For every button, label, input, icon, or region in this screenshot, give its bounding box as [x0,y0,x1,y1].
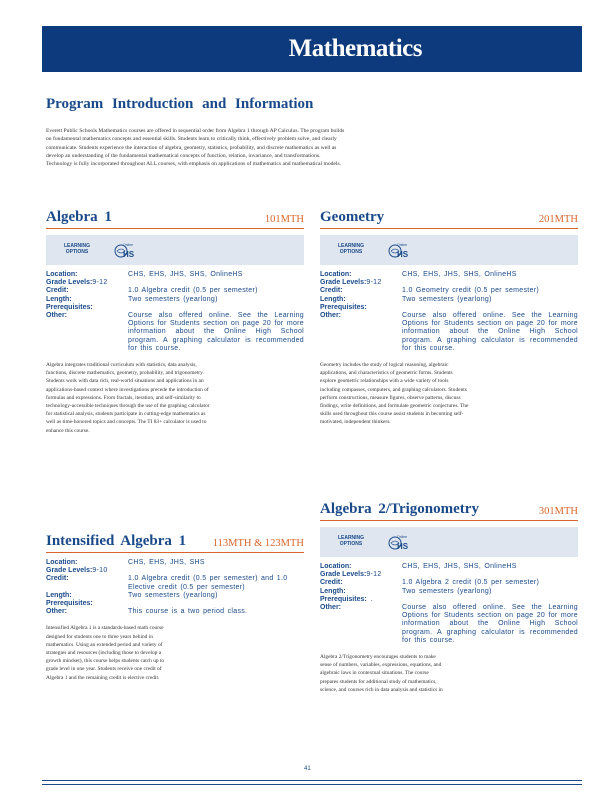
course-description: Geometry includes the study of logical reasoning, algebraic applications, and characteristics of geometric forms. Students explore geometric relationships with a wide variety of tools including compasses, computers, and graphing calculators. Students perform constructions, measure figures, observe patterns, discuss findings, write definitions, and formulate geometric conjectures. The skills used throughout this course assist students in becoming self-motivated, independent thinkers. [320,362,469,426]
online-hs-logo-icon [388,240,408,260]
online-logo-text: HS [397,250,408,259]
length-label: Length: [320,587,346,595]
grade-label: Grade Levels: [46,279,93,287]
course-description: Algebra integrates traditional curriculum with statistics, data analysis, functions, discrete mathematics, geometry, probability, and trigonometry. Students work with data rich, real-world situations and applications in an applications-based context where investigations precede the introduction of formulas and expressions. From fractals, iteration, and self-similarity to technology-accessible techniques through the use of the graphing calculator for statistical analysis, students participate in cutting-edge mathematics as well as time-honored topics and concepts. The TI 83+ calculator is used to enhance this course. [46,362,210,434]
length-value: Two semesters (yearlong) [128,591,218,599]
location-label: Location: [320,563,352,570]
grade-value: 9-12 [366,279,382,287]
length-value: Two semesters (yearlong) [128,295,218,303]
other-label: Other: [46,608,67,616]
prereq-value [128,600,304,608]
page-number: 41 [304,766,311,772]
location-value: CHS, EHS, JHS, SHS [128,559,205,566]
course-info [46,271,304,353]
other-value: Course also offered online. See the Learning Options for Students section on page 20 for more information about the Online High School program. A graphing calculator is recommended for this course. [128,312,304,352]
location-value: CHS, EHS, JHS, SHS, OnlineHS [128,271,243,278]
credit-label: Credit: [46,287,69,295]
credit-label: Credit: [320,579,343,587]
other-value: This course is a two period class. [128,608,248,616]
course-info [320,563,578,645]
prereq-label: Prerequisites: [46,303,93,311]
credit-value: 1.0 Algebra credit (0.5 per semester) and 1.0 Elective credit (0.5 per semester) [128,575,288,591]
credit-label: Credit: [46,575,69,583]
online-logo-small-text: Online [397,243,408,247]
intro-title: Program Introduction and Information [46,96,314,112]
credit-value: 1.0 Algebra credit (0.5 per semester) [128,287,258,295]
page-banner [42,26,582,72]
location-label: Location: [320,271,352,278]
online-hs-logo-icon [388,532,408,552]
prereq-value [402,304,578,312]
location-label: Location: [46,559,78,566]
course-code: 113MTH & 123MTH [212,538,304,549]
intro-text: Everett Public Schools Mathematics courses are offered in sequential order from Algebra 1 through AP Calculus. The program builds on fundamental mathematics concepts and essential skills. Students learn to critically think, effectively problem solve, and clearly communicate. Students experience the interaction of algebra, geometry, statistics, probability, and discrete mathematics as well as develop an understanding of the fundamental mathematical concepts of function, relation, invariance, and transformations. Technology is fully incorporated throughout ALL courses, with emphasis on applications of mathematics and mathematical models. [46,128,345,168]
course-title: Geometry [320,209,385,225]
location-label: Location: [46,271,78,278]
online-logo-text: HS [397,542,408,551]
prereq-label: Prerequisites: [320,595,367,603]
course-algebra-1 [46,206,304,435]
learning-options-label: LEARNING OPTIONS [63,243,91,255]
learning-options-bar [320,235,578,265]
online-logo-text: HS [123,250,134,259]
other-value: Course also offered online. See the Learning Options for Students section on page 20 for more information about the Online High School program. A graphing calculator is recommended for this course. [402,312,578,352]
course-geometry [320,206,578,427]
prereq-value: . [370,595,373,603]
course-intensified-algebra-1 [46,530,304,682]
course-header [320,206,578,229]
course-title: Algebra 2/Trigonometry [320,501,479,517]
course-code: 201MTH [538,214,578,225]
credit-value: 1.0 Algebra 2 credit (0.5 per semester) [402,579,540,587]
other-label: Other: [46,312,67,320]
other-value: Course also offered online. See the Learning Options for Students section on page 20 for more information about the Online High School program. A graphing calculator is recommended for this course. [402,604,578,644]
online-logo-small-text: Online [123,243,134,247]
course-header [46,530,304,553]
length-label: Length: [320,295,346,303]
footer-rule [42,780,582,781]
credit-label: Credit: [320,287,343,295]
grade-value: 9-10 [92,567,108,575]
length-label: Length: [46,591,72,599]
learning-options-label: LEARNING OPTIONS [337,243,365,255]
learning-options-bar [46,235,304,265]
course-header [320,498,578,521]
grade-label: Grade Levels: [320,571,367,579]
location-value: CHS, EHS, JHS, SHS, OnlineHS [402,271,517,278]
course-title: Algebra 1 [46,209,112,225]
course-title: Intensified Algebra 1 [46,533,187,549]
course-code: 301MTH [538,506,578,517]
online-logo-small-text: Online [397,535,408,539]
course-algebra-2-trigonometry [320,498,578,694]
course-description: Intensified Algebra 1 is a standards-based math course designed for students one to three years behind in mathematics. Using an extended period and variety of strategies and resources (including those to develop a growth mindset), this course helps students catch up to grade level in one year. Students receive one credit of Algebra 1 and the remaining credit is elective credit. [46,625,165,681]
prereq-label: Prerequisites: [320,303,367,311]
grade-label: Grade Levels: [320,279,367,287]
course-description: Algebra 2/Trigonometry encourages students to make sense of numbers, variables, expressions, equations, and algebraic laws in contextual situations. The course prepares students for additional study of mathematics, science, and courses rich in data analysis and statistics in [320,654,443,693]
online-hs-logo-icon [114,240,134,260]
other-label: Other: [320,312,341,320]
page-title: Mathematics [288,35,422,62]
learning-options-label: LEARNING OPTIONS [337,535,365,547]
course-info [46,559,304,616]
prereq-label: Prerequisites: [46,600,93,608]
course-info [320,271,578,353]
course-code: 101MTH [264,214,304,225]
learning-options-bar [320,527,578,557]
footer-rule [42,784,582,785]
location-value: CHS, EHS, JHS, SHS, OnlineHS [402,563,517,570]
course-header [46,206,304,229]
grade-value: 9-12 [92,279,108,287]
grade-value: 9-12 [366,571,382,579]
prereq-value [128,304,304,312]
length-value: Two semesters (yearlong) [402,295,492,303]
length-label: Length: [46,295,72,303]
length-value: Two semesters (yearlong) [402,587,492,595]
grade-label: Grade Levels: [46,567,93,575]
other-label: Other: [320,604,341,612]
credit-value: 1.0 Geometry credit (0.5 per semester) [402,287,539,295]
